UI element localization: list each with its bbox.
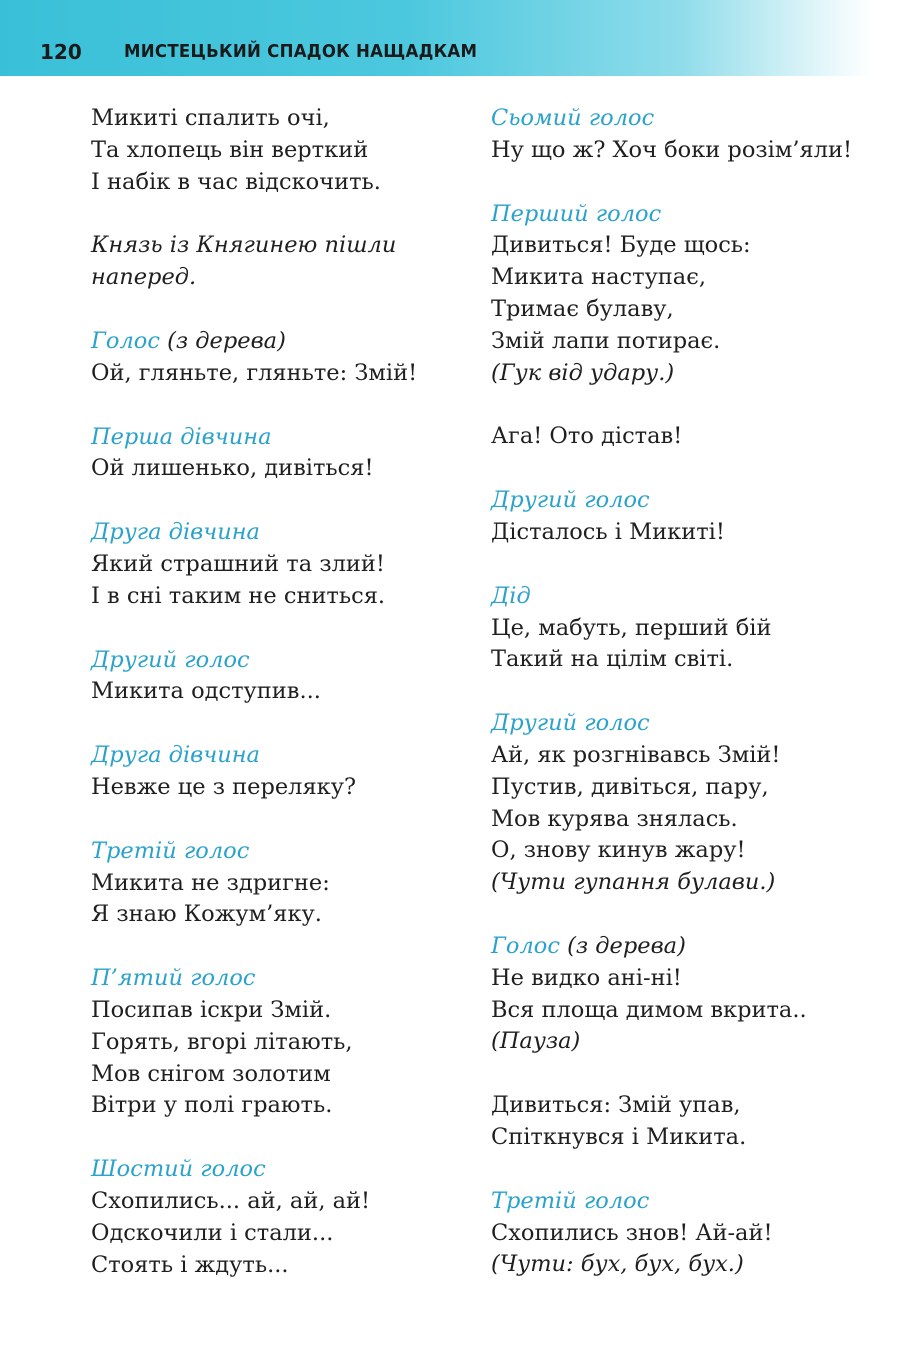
page-header (0, 0, 907, 76)
stage-direction: (Чути: бух, бух, бух.) (491, 1251, 744, 1278)
verse-line: Пустив, дивіться, пару, (491, 773, 769, 800)
verse-block (91, 963, 461, 1122)
verse-line: Вітри у полі грають. (91, 1092, 333, 1119)
speaker-name: Перша дівчина (91, 423, 272, 450)
verse-block (91, 422, 461, 486)
verse-line: Дивиться! Буде щось: (491, 232, 751, 259)
verse-block (91, 645, 461, 709)
verse-block (491, 1090, 891, 1154)
verse-block (491, 421, 891, 453)
verse-block (491, 931, 891, 1058)
verse-block (491, 485, 891, 549)
speaker-name: Друга дівчина (91, 519, 260, 546)
verse-line: Схопились знов! Ай-ай! (491, 1219, 773, 1246)
verse-line: Ага! Ото дістав! (491, 423, 683, 450)
speaker-name: Третій голос (91, 837, 250, 864)
speaker-name: Перший голос (491, 200, 662, 227)
verse-line: Дісталось і Микиті! (491, 518, 725, 545)
verse-line: Посипав іскри Змій. (91, 996, 332, 1023)
verse-line: Стоять і ждуть... (91, 1251, 289, 1278)
verse-line: Ну що ж? Хоч боки розім’яли! (491, 136, 853, 163)
verse-block (491, 199, 891, 390)
verse-block (91, 1154, 461, 1281)
speaker-name: Третій голос (491, 1187, 650, 1214)
verse-block (491, 1186, 891, 1281)
speaker-name: Друга дівчина (91, 742, 260, 769)
left-column (91, 103, 461, 1313)
verse-line: Вся площа димом вкрита.. (491, 996, 807, 1023)
speaker-note: (з дерева) (159, 327, 286, 354)
speaker-name: Сьомий голос (491, 105, 655, 131)
speaker-name: Другий голос (491, 710, 650, 737)
verse-line: Горять, вгорі літають, (91, 1028, 353, 1055)
verse-block (91, 103, 461, 198)
speaker-name: Шостий голос (91, 1156, 266, 1183)
verse-line: Такий на цілім світі. (491, 646, 734, 673)
verse-line: Микиті спалить очі, (91, 105, 330, 131)
verse-line: Микита не здригне: (91, 869, 330, 896)
verse-line: Змій лапи потирає. (491, 327, 721, 354)
stage-direction: (Чути гупання булави.) (491, 869, 776, 896)
speaker-name (491, 931, 891, 963)
verse-line: Микита одступив... (91, 678, 321, 705)
speaker-name: П’ятий голос (91, 965, 256, 992)
speaker-note: (з дерева) (559, 932, 686, 959)
verse-line: Схопились... ай, ай, ай! (91, 1187, 371, 1214)
stage-direction: Князь із Княгинею пішли (91, 232, 397, 259)
verse-line: Та хлопець він верткий (91, 136, 369, 163)
verse-block (491, 103, 891, 167)
stage-direction: (Гук від удару.) (491, 359, 675, 386)
verse-line: Тримає булаву, (491, 295, 674, 322)
page-number: 120 (40, 40, 82, 64)
verse-block (491, 708, 891, 899)
verse-line: Мов снігом золотим (91, 1060, 331, 1087)
verse-line: Не видко ані-ні! (491, 964, 682, 991)
verse-block (91, 326, 461, 390)
verse-line: Ай, як розгнівавсь Змій! (491, 741, 781, 768)
verse-block (91, 517, 461, 612)
verse-line: І в сні таким не сниться. (91, 582, 386, 609)
right-column (491, 103, 891, 1313)
speaker-label: Голос (91, 327, 160, 354)
verse-line: Одскочили і стали... (91, 1219, 334, 1246)
verse-line: Ой, гляньте, гляньте: Змій! (91, 359, 418, 386)
verse-line: Микита наступає, (491, 264, 706, 291)
stage-direction-block (91, 230, 461, 294)
verse-line: Ой лишенько, дивіться! (91, 455, 374, 482)
verse-block (91, 836, 461, 931)
speaker-name: Другий голос (491, 487, 650, 514)
stage-direction: наперед. (91, 264, 197, 291)
verse-block (91, 740, 461, 804)
verse-line: Я знаю Кожум’яку. (91, 901, 322, 928)
speaker-label: Голос (491, 932, 560, 959)
stage-direction: (Пауза) (491, 1028, 581, 1055)
verse-line: Який страшний та злий! (91, 550, 385, 577)
verse-line: Невже це з переляку? (91, 773, 357, 800)
verse-line: Спіткнувся і Микита. (491, 1123, 747, 1150)
verse-line: Дивиться: Змій упав, (491, 1092, 741, 1119)
speaker-name: Другий голос (91, 646, 250, 673)
verse-line: Мов курява знялась. (491, 805, 738, 832)
speaker-name (91, 326, 461, 358)
section-title: МИСТЕЦЬКИЙ СПАДОК НАЩАДКАМ (124, 41, 478, 62)
verse-block (491, 581, 891, 676)
verse-line: І набік в час відскочить. (91, 168, 381, 195)
verse-line: Це, мабуть, перший бій (491, 614, 772, 641)
speaker-name: Дід (491, 582, 531, 609)
verse-line: О, знову кинув жару! (491, 837, 746, 864)
